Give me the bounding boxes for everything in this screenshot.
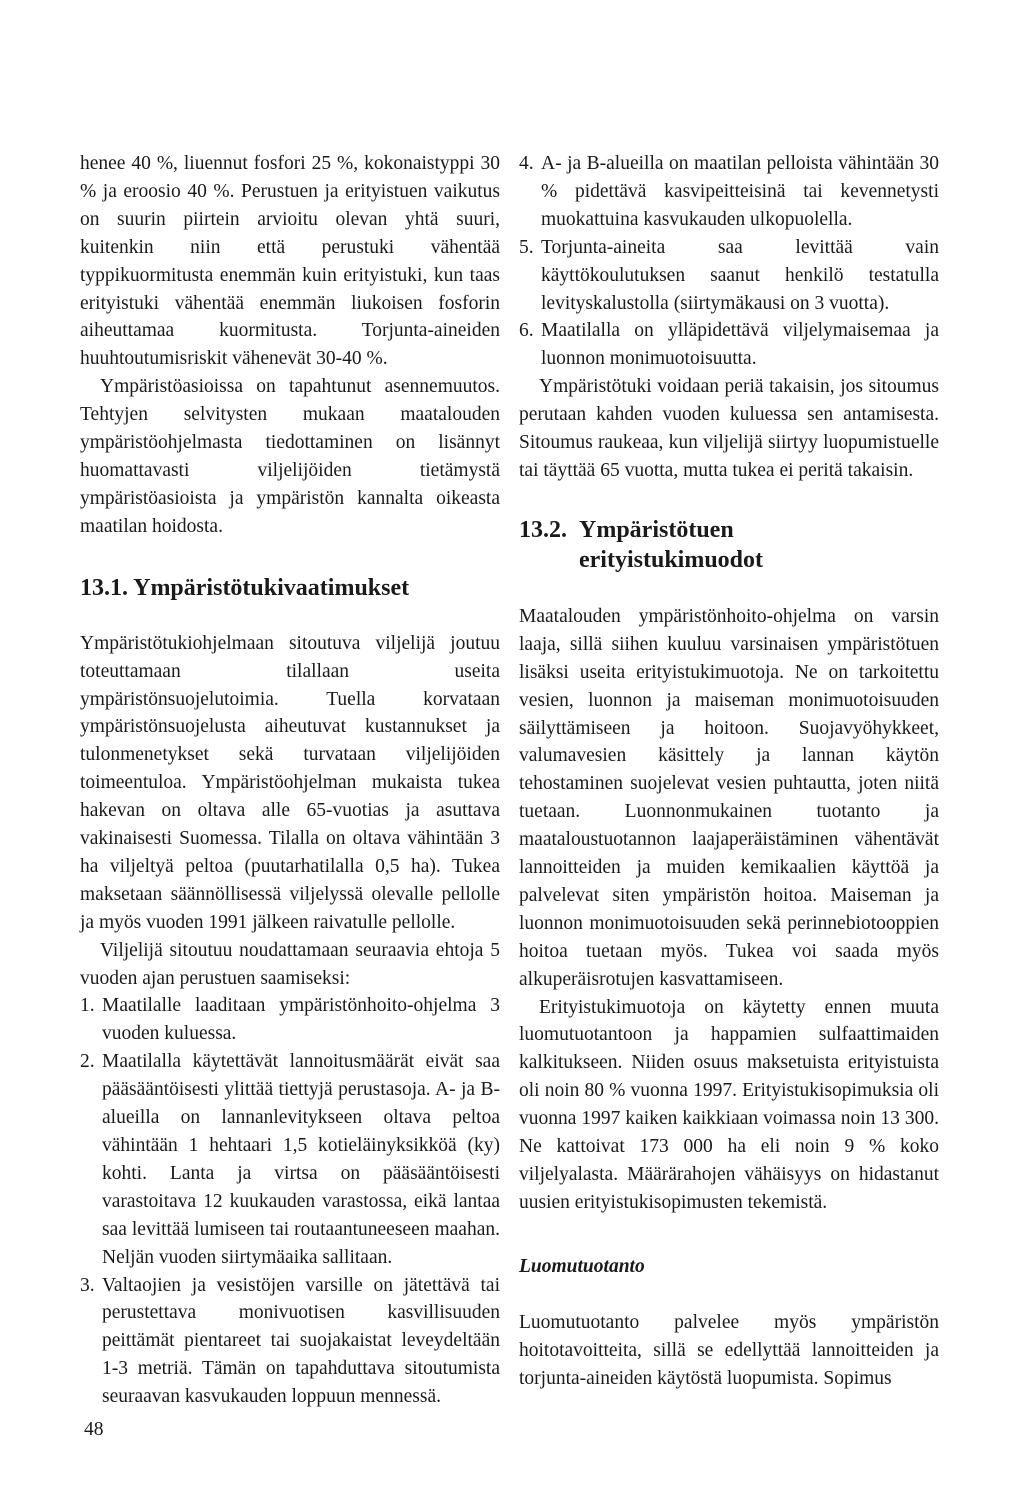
right-paragraph-2: Maatalouden ympäristönhoito-ohjelma on varsin laaja, sillä siihen kuuluu varsinaisen ympäristötuen lisäksi useita erityistukimuotoja. Ne on tarkoitettu vesien, luonnon ja maiseman monimuotoisuuden säilyttämiseen ja hoitoon. Suojavyöhykkeet, valumavesien käsittely ja lannan käytön tehostaminen suojelevat vesien puhtautta, joten niitä tuetaan. Luonnonmukainen tuotanto ja maataloustuotannon laajaperäistäminen vähentävät lannoitteiden ja muiden kemikaalien käyttöä ja palvelevat siten ympäristön hoitoa. Maiseman ja luonnon monimuotoisuuden sekä perinnebiotooppien hoitoa tuetaan myös. Tukea voi saada myös alkuperäisrotujen kasvattamiseen. [519,605,939,990]
list-item [519,317,939,373]
left-paragraph-1: henee 40 %, liuennut fosfori 25 %, kokonaistyppi 30 % ja eroosio 40 %. Perustuen ja erityistuen vaikutus on suurin piirtein arvioitu olevan yhtä suuri, kuitenkin niin että perustuki vähentää typpikuormitusta enemmän kuin erityistuki, kun taas erityistuki vähentää enemmän liukoisen fosforin aiheuttamaa kuormitusta. Torjunta-aineiden huuhtoutumisriskit vähenevät 30-40 %. [80,153,500,370]
left-column [80,150,500,1411]
right-paragraph-4: Luomutuotanto palvelee myös ympäristön hoitotavoitteita, sillä se edellyttää lannoitteiden ja torjunta-aineiden käytöstä luopumista. Sopimus [519,1311,939,1389]
page-number: 48 [84,1419,104,1440]
subheading-luomutuotanto: Luomutuotanto [519,1255,645,1277]
list-item [80,992,500,1048]
requirements-list-right [519,150,939,373]
section-heading-line-2: erityistukimuodot [579,546,764,573]
list-item-number: 4. [519,153,534,174]
list-item [519,150,939,234]
right-column [519,150,939,1392]
list-item-text: Maatilalla käytettävät lannoitusmäärät eivät saa pääsääntöisesti ylittää tiettyjä perustasoja. A- ja B-alueilla on lannanlevitykseen oltava peltoa vähintään 1 hehtaari 1,5 kotieläinyksikköä (ky) kohti. Lanta ja virtsa on pääsääntöisesti varastoitava 12 kuukauden varastossa, eikä lantaa saa levittää lumiseen tai routaantuneeseen maahan. Neljän vuoden siirtymäaika sallitaan. [102,1051,500,1268]
left-paragraph-3: Ympäristötukiohjelmaan sitoutuva viljelijä joutuu toteuttamaan tilallaan useita ympäristönsuojelutoimia. Tuella korvataan ympäristönsuojelusta aiheutuvat kustannukset ja tulonmenetykset sekä turvataan viljelijöiden toimeentuloa. Ympäristöohjelman mukaista tukea hakevan on oltava alle 65-vuotias ja asuttava vakinaisesti Suomessa. Tilalla on oltava vähintään 3 ha viljeltyä peltoa (puutarhatilalla 0,5 ha). Tukea maksetaan säännöllisessä viljelyssä olevalle pellolle ja myös vuoden 1991 jälkeen raivatulle pellolle. [80,632,500,933]
section-heading-13-1: 13.1. Ympäristötukivaatimukset [80,574,410,601]
section-heading-line-1: Ympäristötuen [579,516,734,543]
list-item-text: Maatilalle laaditaan ympäristönhoito-ohjelma 3 vuoden kuluessa. [102,995,500,1045]
section-heading-13-2 [519,515,939,575]
list-item-text: Maatilalla on ylläpidettävä viljelymaisemaa ja luonnon monimuotoisuutta. [541,320,939,370]
list-item [80,1272,500,1412]
left-paragraph-2: Ympäristöasioissa on tapahtunut asennemuutos. Tehtyjen selvitysten mukaan maatalouden ympäristöohjelmasta tiedottaminen on lisännyt huomattavasti viljelijöiden tietämystä ympäristöasioista ja ympäristön kannalta oikeasta maatilan hoidosta. [80,376,500,537]
list-item-number: 1. [80,995,95,1017]
list-item-number: 5. [519,236,534,258]
list-item-number: 3. [80,1274,95,1296]
list-item-number: 2. [80,1051,95,1073]
list-item [519,234,939,318]
list-item-text: A- ja B-alueilla on maatilan pelloista vähintään 30 % pidettävä kasvipeitteisinä tai kevennetysti muokattuina kasvukauden ulkopuolella. [541,153,939,230]
list-item-text: Torjunta-aineita saa levittää vain käyttökoulutuksen saanut henkilö testatulla levityskalustolla (siirtymäkausi on 3 vuotta). [541,236,939,314]
list-item [80,1048,500,1271]
list-item-number: 6. [519,320,534,342]
requirements-list-left [80,992,500,1411]
list-item-text: Valtaojien ja vesistöjen varsille on jätettävä tai perustettava monivuotisen kasvillisuuden peittämät pientareet tai suojakaistat leveydeltään 1-3 metriä. Tämän on tapahduttava sitoutumista seuraavan kasvukauden loppuun mennessä. [102,1274,500,1408]
section-heading-number: 13.2. [519,516,567,543]
left-paragraph-4: Viljelijä sitoutuu noudattamaan seuraavia ehtoja 5 vuoden ajan perustuen saamiseksi: [80,939,500,989]
right-paragraph-1: Ympäristötuki voidaan periä takaisin, jos sitoumus perutaan kahden vuoden kuluessa sen antamisesta. Sitoumus raukeaa, kun viljelijä siirtyy luopumistuelle tai täyttää 65 vuotta, mutta tukea ei peritä takaisin. [519,376,939,481]
right-paragraph-3: Erityistukimuotoja on käytetty ennen muuta luomutuotantoon ja happamien sulfaattimaiden kalkitukseen. Niiden osuus maksetuista erityistuista oli noin 80 % vuonna 1997. Erityistukisopimuksia oli vuonna 1997 kaiken kaikkiaan voimassa noin 13 300. Ne kattoivat 173 000 ha eli noin 9 % koko viljelyalasta. Määrärahojen vähäisyys on hidastanut uusien erityistukisopimusten tekemistä. [519,996,939,1213]
